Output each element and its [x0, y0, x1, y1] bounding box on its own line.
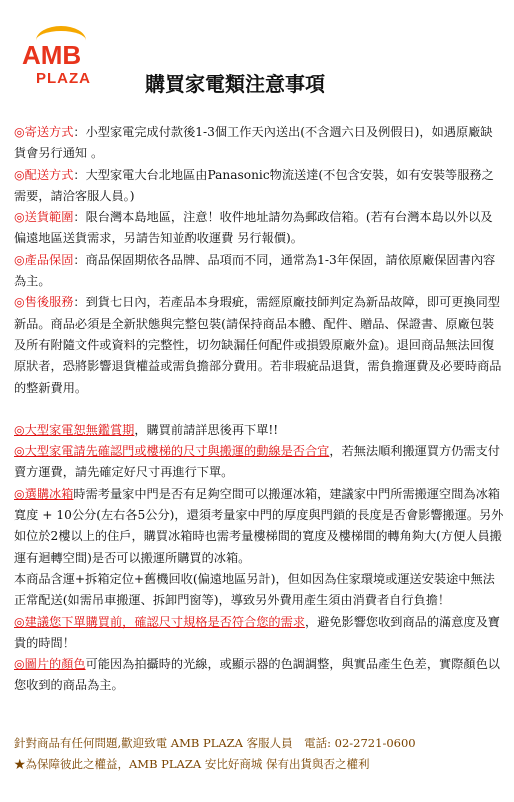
notice-size-check	[14, 441, 504, 484]
notice-fridge	[14, 484, 504, 569]
notice-highlight: ◎選購冰箱	[14, 486, 74, 501]
item-shipping	[14, 122, 504, 165]
item-text: ：小型家電完成付款後1-3個工作天內送出(不含週六日及例假日)，如遇原廠缺貨會另行通知 。	[14, 125, 493, 161]
notice-text: ，購買前請詳思後再下單!!	[134, 422, 279, 437]
item-delivery-range	[14, 207, 504, 250]
notice-highlight: ◎大型家電恕無鑑賞期	[14, 422, 135, 437]
notice-highlight: ◎建議您下單購買前，確認尺寸規格是否符合您的需求	[14, 614, 305, 629]
item-label: ◎售後服務	[14, 295, 74, 310]
notice-text: ，若無法順利搬運買方仍需支付賣方運費，請先確定好尺寸再進行下單。	[14, 444, 500, 480]
item-text: ：商品保固期依各品牌、品項而不同，通常為1-3年保固，請依原廠保固書內容為主。	[14, 252, 496, 289]
notice-color	[14, 654, 504, 697]
item-label: ◎寄送方式	[14, 125, 74, 139]
notice-text: 可能因為拍攝時的光線，或顯示器的色調調整，與實品產生色差，實際顏色以您收到的商品為主。	[14, 657, 500, 693]
footer	[14, 733, 509, 775]
item-text: ：到貨七日內，若產品本身瑕疵，需經原廠技師判定為新品故障，即可更換同型新品。商品必須是全新狀態與完整包裝(請保持商品本體、配件、贈品、保證書、原廠包裝及所有附隨文件或資料的完整性，切勿缺漏任何配件或損毀原廠外盒)。退回商品無法回復原狀者，恐將影響退貨權益或需負擔部分費用。若非瑕疵品退貨，需負擔運費及必要時商品的整新費用。	[14, 295, 502, 395]
logo-plaza-text: PLAZA	[36, 70, 91, 87]
notice-text: 本商品含運+拆箱定位+舊機回收(偏遠地區另計)，但如因為住家環境或運送安裝途中無法正常配送(如需吊車搬運、拆卸門窗等)，導致另外費用產生須由消費者自行負擔！	[14, 571, 495, 608]
logo-amb-text: AMB	[22, 40, 82, 70]
notice-included-service	[14, 569, 504, 612]
notice-highlight: ◎大型家電請先確認門或樓梯的尺寸與搬運的動線是否合宜	[14, 444, 330, 459]
footer-contact: 針對商品有任何問題,歡迎致電 AMB PLAZA 客服人員 電話: 02-2721-0600	[14, 736, 416, 750]
spacer	[14, 399, 504, 420]
footer-rights: ★為保障彼此之權益，AMB PLAZA 安比好商城 保有出貨與否之權利	[14, 757, 370, 771]
notice-no-trial	[14, 420, 504, 441]
notice-highlight: ◎圖片的顏色	[14, 657, 86, 672]
item-text: ：大型家電大台北地區由Panasonic物流送達(不包含安裝，如有安裝等服務之需要，請洽客服人員。)	[14, 167, 494, 203]
notice-text: ，避免影響您收到商品的滿意度及寶貴的時間！	[14, 614, 500, 650]
notice-content	[14, 122, 504, 697]
item-delivery	[14, 165, 504, 208]
item-label: ◎產品保固	[14, 252, 74, 267]
notice-text: 時需考量家中門是否有足夠空間可以搬運冰箱，建議家中門所需搬運空間為冰箱寬度 + 10公分(左右各5公分)，還須考量家中門的厚度與門鎖的長度是否會影響搬運。另外如位於2樓以上的住戶，購買冰箱時也需考量樓梯間的寬度及樓梯間的轉角夠大(方便人員搬運有迴轉空間)是否可以搬運所購買的冰箱。	[14, 486, 504, 565]
amb-plaza-logo	[14, 26, 114, 96]
item-label: ◎配送方式	[14, 167, 74, 182]
item-after-sales	[14, 292, 504, 398]
notice-confirm-specs	[14, 612, 504, 655]
item-text: ：限台灣本島地區，注意！收件地址請勿為郵政信箱。(若有台灣本島以外以及偏遠地區送貨需求，另請告知並酌收運費 另行報價)。	[14, 210, 493, 246]
page-title: 購買家電類注意事項	[145, 72, 325, 96]
item-label: ◎送貨範圍	[14, 210, 74, 225]
item-warranty	[14, 250, 504, 293]
